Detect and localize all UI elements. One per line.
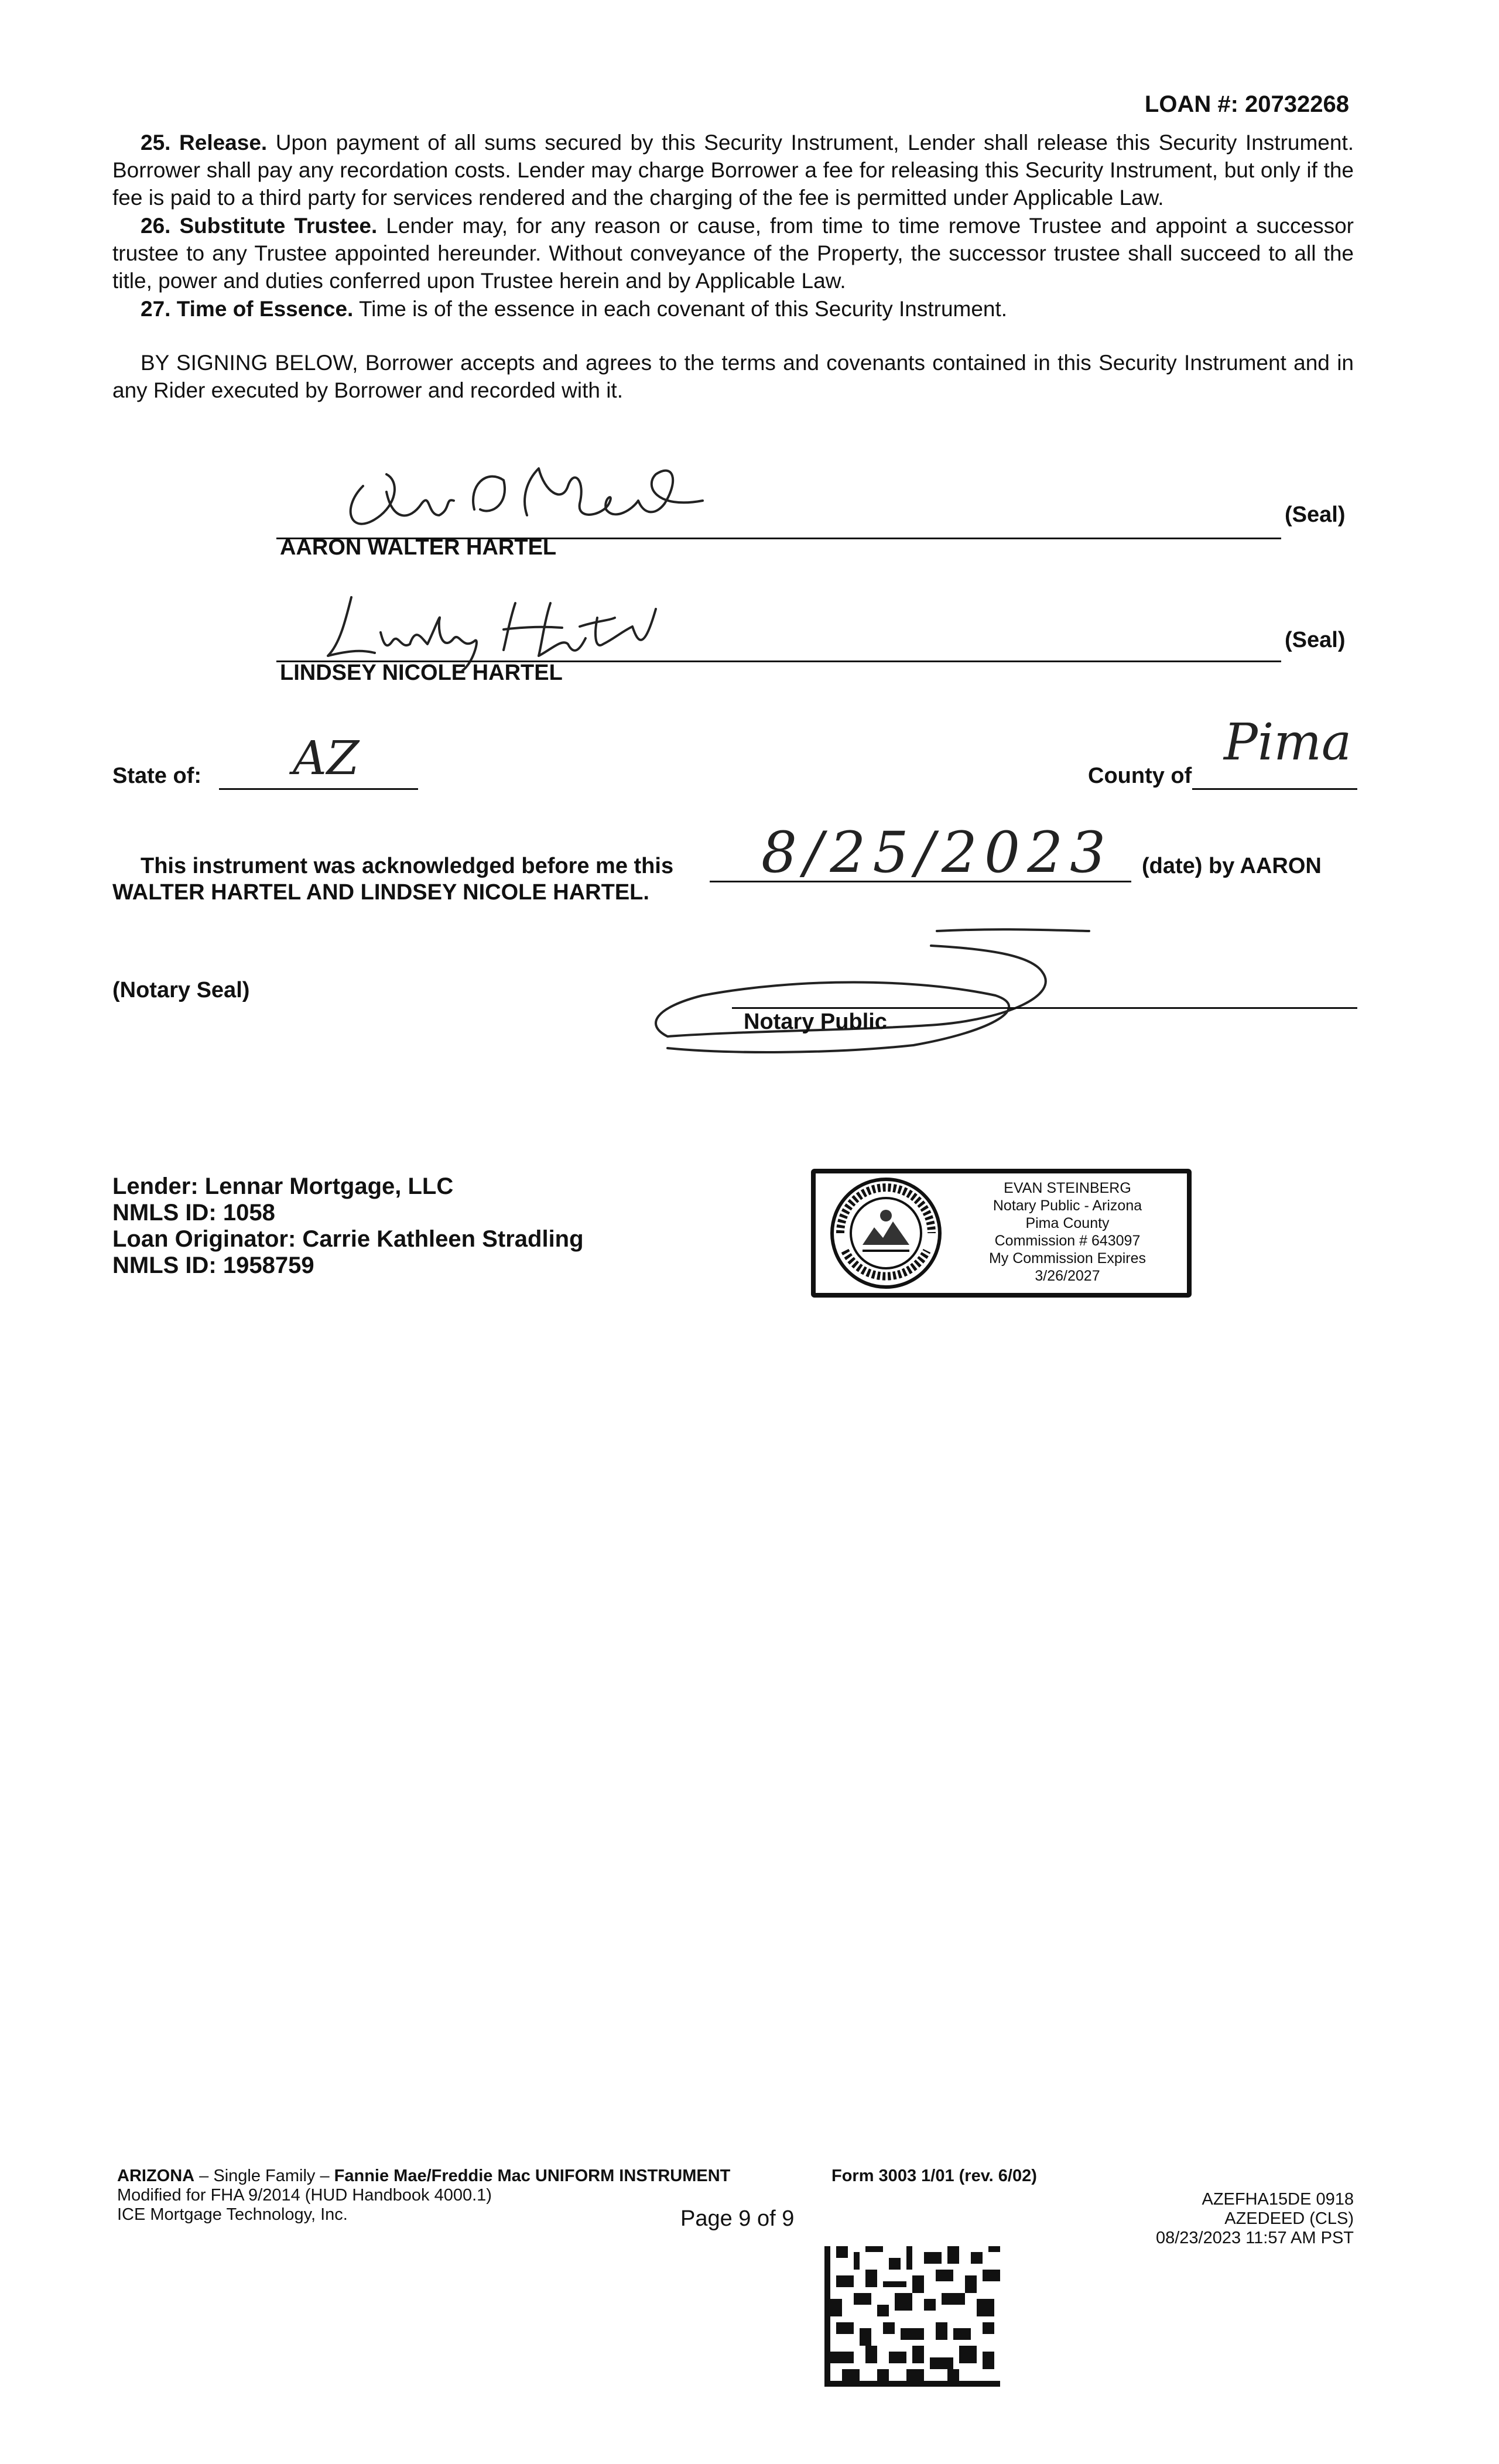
footer-codes [1156,2190,1354,2248]
county-label: County of [1088,764,1192,788]
section-25-text: Upon payment of all sums secured by this Security Instrument, Lender shall release this Security Instrument. Borrower shall pay any recordation costs. Lender may charge Borrower a fee for releasing this Security Instrument, but only if the fee is paid to a third party for services rendered and the charging of the fee is permitted under Applicable Law. [112,131,1354,210]
stamp-county: Pima County [1025,1215,1110,1231]
section-26 [112,212,1354,295]
section-26-title: Substitute Trustee. [179,214,378,238]
ack-date: 8/25/2023 [761,820,1113,885]
footer-line-2: Modified for FHA 9/2014 (HUD Handbook 4000.1) [117,2186,492,2205]
page-number: Page 9 of 9 [680,2206,795,2231]
lender-info [112,1173,584,1279]
arizona-seal-icon [827,1175,944,1292]
signer-name-2: LINDSEY NICOLE HARTEL [280,661,563,685]
section-26-text: Lender may, for any reason or cause, from time to time remove Trustee and appoint a successor trustee to any Trustee appointed hereunder. Without conveyance of the Property, the successor trustee shall succeed to all the title, power and duties conferred upon Trustee herein and by Applicable Law. [112,214,1354,293]
stamp-expires-date: 3/26/2027 [1035,1268,1100,1284]
section-27-text: Time is of the essence in each covenant of this Security Instrument. [353,297,1008,321]
barcode-icon [824,2246,1000,2387]
notary-signature [632,913,1113,1066]
notary-stamp [811,1169,1192,1298]
notary-line [732,1007,1357,1009]
section-25 [112,129,1354,211]
lender-nmls: NMLS ID: 1058 [112,1200,275,1226]
footer-form: Form 3003 1/01 (rev. 6/02) [831,2167,1037,2185]
section-26-num: 26. [141,214,171,238]
signing-statement: BY SIGNING BELOW, Borrower accepts and agrees to the terms and covenants contained in this Security Instrument and in any Rider executed by Borrower and recorded with it. [112,351,1354,402]
notary-seal-label: (Notary Seal) [112,978,250,1002]
stamp-title: Notary Public - Arizona [993,1197,1142,1214]
section-27-num: 27. [141,297,171,321]
seal-label-2: (Seal) [1285,628,1346,652]
state-line [219,788,418,790]
footer-code-1: AZEFHA15DE 0918 [1202,2190,1354,2209]
ack-suffix: (date) by AARON [1142,854,1322,878]
footer-line-1 [117,2167,730,2186]
footer-line-3: ICE Mortgage Technology, Inc. [117,2205,348,2224]
footer-code-2: AZEDEED (CLS) [1224,2209,1354,2228]
signature-aaron [328,445,750,545]
county-value: Pima [1224,713,1352,772]
state-label: State of: [112,764,201,788]
lender-name: Lender: Lennar Mortgage, LLC [112,1173,454,1199]
footer-state: ARIZONA [117,2167,195,2185]
loan-originator: Loan Originator: Carrie Kathleen Stradling [112,1226,584,1252]
footer-code-3: 08/23/2023 11:57 AM PST [1155,2229,1354,2247]
county-line [1192,788,1357,790]
loan-number: LOAN #: 20732268 [1144,91,1349,117]
notary-public-label: Notary Public [744,1009,887,1034]
ack-text: This instrument was acknowledged before me this [141,854,674,878]
section-27 [112,295,1354,323]
stamp-text [956,1179,1179,1285]
stamp-commission: Commission # 643097 [994,1233,1141,1249]
section-27-title: Time of Essence. [176,297,354,321]
footer-instrument: Fannie Mae/Freddie Mac UNIFORM INSTRUMENT [334,2167,731,2185]
seal-label-1: (Seal) [1285,502,1346,527]
footer-left [117,2167,730,2225]
originator-nmls: NMLS ID: 1958759 [112,1252,314,1278]
stamp-name: EVAN STEINBERG [1004,1180,1131,1196]
stamp-expires-label: My Commission Expires [988,1250,1147,1267]
footer-type: – Single Family – [194,2167,334,2185]
ack-line-2: WALTER HARTEL AND LINDSEY NICOLE HARTEL. [112,880,649,905]
section-25-title: Release. [179,131,268,155]
state-value: AZ [293,731,360,785]
section-25-num: 25. [141,131,171,155]
signer-name-1: AARON WALTER HARTEL [280,535,557,560]
